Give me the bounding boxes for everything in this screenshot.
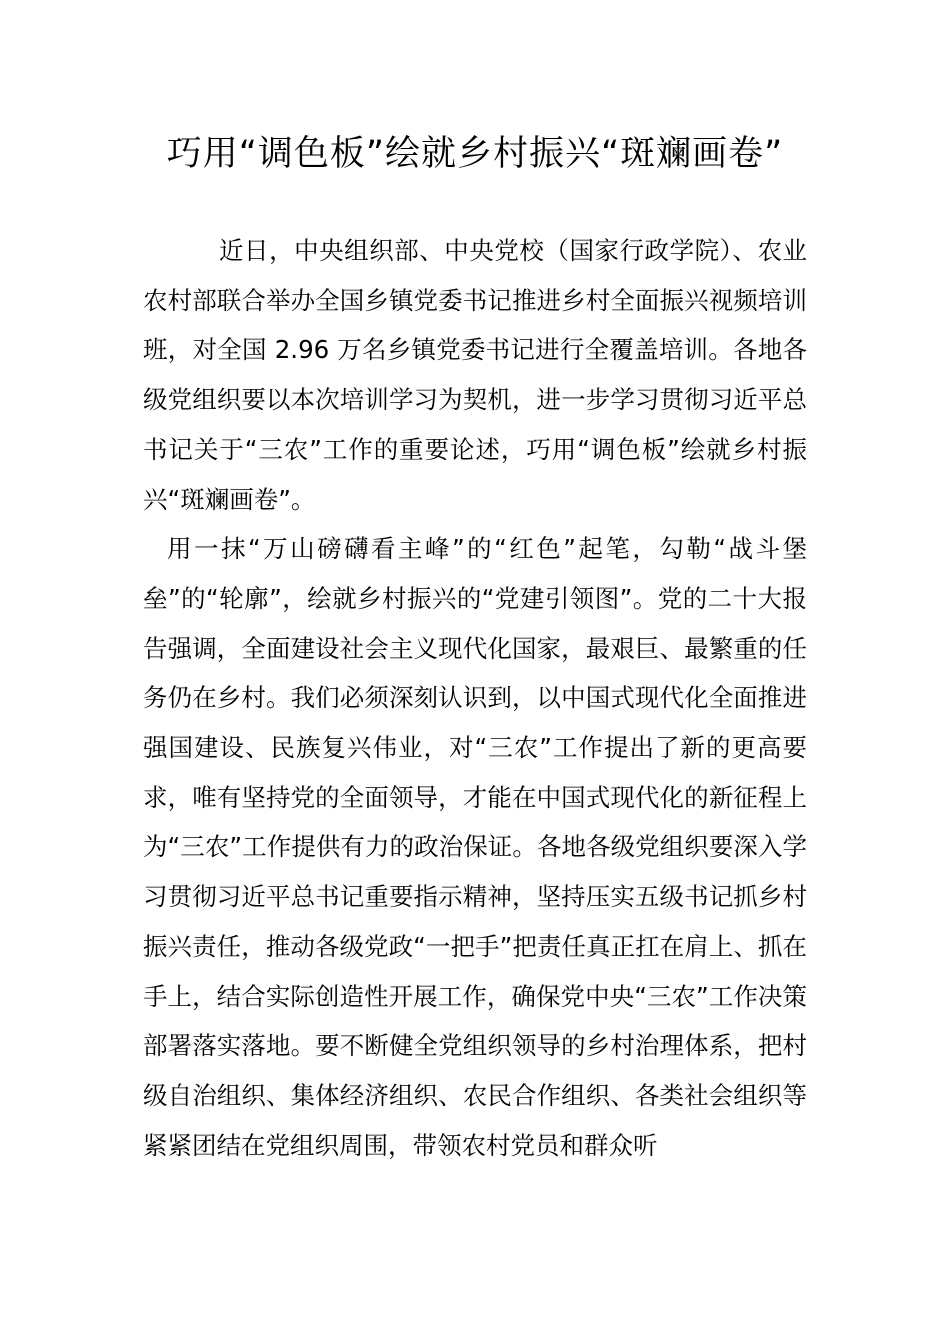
paragraph-red-color: 用一抹“万山磅礴看主峰”的“红色”起笔，勾勒“战斗堡垒”的“轮廓”，绘就乡村振兴的“党建引领图”。党的二十大报告强调，全面建设社会主义现代化国家，最艰巨、最繁重的任务仍在乡村。我们必须深刻认识到，以中国式现代化全面推进强国建设、民族复兴伟业，对“三农”工作提出了新的更高要求，唯有坚持党的全面领导，才能在中国式现代化的新征程上为“三农”工作提供有力的政治保证。各地各级党组织要深入学习贯彻习近平总书记重要指示精神，坚持压实五级书记抓乡村振兴责任，推动各级党政“一把手”把责任真正扛在肩上、抓在手上，结合实际创造性开展工作，确保党中央“三农”工作决策部署落实落地。要不断健全党组织领导的乡村治理体系，把村级自治组织、集体经济组织、农民合作组织、各类社会组织等紧紧团结在党组织周围，带领农村党员和群众听 — [143, 534, 807, 1160]
document-title: 巧用“调色板”绘就乡村振兴“斑斓画卷” — [166, 134, 784, 174]
paragraph-intro: 近日，中央组织部、中央党校（国家行政学院）、农业农村部联合举办全国乡镇党委书记推进乡村全面振兴视频培训班，对全国 2.96 万名乡镇党委书记进行全覆盖培训。各地各级党组织要以本次培训学习为契机，进一步学习贯彻习近平总书记关于“三农”工作的重要论述，巧用“调色板”绘就乡村振兴“斑斓画卷”。 — [143, 236, 807, 514]
document-body — [143, 226, 807, 1170]
